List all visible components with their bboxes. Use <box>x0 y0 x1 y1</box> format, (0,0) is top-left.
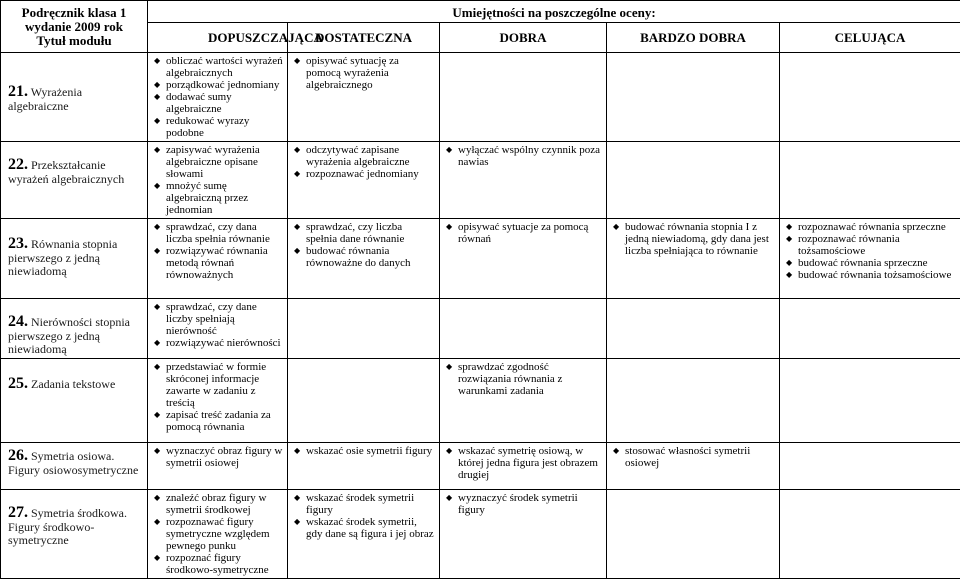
table-row <box>1 299 960 359</box>
grade-celujaca: CELUJĄCA <box>780 23 960 53</box>
skills-list <box>784 221 956 281</box>
skill-item: ◆ redukować wyrazy podobne <box>152 115 283 139</box>
skills-list <box>152 361 283 433</box>
skills-list <box>444 221 602 245</box>
module-topic <box>1 219 148 299</box>
skill-item: ◆ rozpoznać figury środkowo-symetryczne <box>152 552 283 576</box>
skill-item: ◆ opisywać sytuacje za pomocą równań <box>444 221 602 245</box>
header-line-1: Podręcznik klasa 1 <box>1 6 147 20</box>
grades-title: Umiejętności na poszczególne oceny: <box>148 1 960 23</box>
skills-list <box>292 492 435 540</box>
skills-cell <box>288 359 440 443</box>
topic-name: Symetria osiowa. Figury osiowosymetryczne <box>8 449 138 477</box>
skill-item: ◆ wskazać osie symetrii figury <box>292 445 435 457</box>
table-row <box>1 53 960 142</box>
skills-cell <box>780 142 960 219</box>
skill-item: ◆ porządkować jednomiany <box>152 79 283 91</box>
skills-cell <box>288 219 440 299</box>
topic-number: 25. <box>8 375 28 392</box>
skills-cell <box>607 490 780 579</box>
module-topic <box>1 490 148 579</box>
skills-cell <box>148 490 288 579</box>
skill-item: ◆ wyłączać wspólny czynnik poza nawias <box>444 144 602 168</box>
grade-dostateczna: DOSTATECZNA <box>288 23 440 53</box>
topic-name: Przekształcanie wyrażeń algebraicznych <box>8 158 124 186</box>
module-topic <box>1 359 148 443</box>
skills-cell <box>440 219 607 299</box>
skills-list <box>152 445 283 469</box>
table-row <box>1 490 960 579</box>
table-row <box>1 142 960 219</box>
skill-item: ◆ sprawdzać zgodność rozwiązania równania z warunkami zadania <box>444 361 602 397</box>
skills-list <box>444 144 602 168</box>
skills-cell <box>607 142 780 219</box>
topic-name: Symetria środkowa. Figury środkowo-symetryczne <box>8 506 127 547</box>
table-row <box>1 359 960 443</box>
skills-cell <box>780 359 960 443</box>
skills-cell <box>288 299 440 359</box>
module-topic <box>1 53 148 142</box>
header-line-2: wydanie 2009 rok <box>1 20 147 34</box>
grade-bardzo-dobra: BARDZO DOBRA <box>607 23 780 53</box>
skills-cell <box>607 443 780 490</box>
skills-list <box>444 445 602 481</box>
skills-cell <box>148 219 288 299</box>
skill-item: ◆ stosować własności symetrii osiowej <box>611 445 775 469</box>
skill-item: ◆ sprawdzać, czy dane liczby spełniają nierówność <box>152 301 283 337</box>
skills-list <box>611 221 775 257</box>
skills-cell <box>780 299 960 359</box>
skills-cell <box>607 359 780 443</box>
skills-cell <box>780 219 960 299</box>
skill-item: ◆ budować równania tożsamościowe <box>784 269 956 281</box>
skills-list <box>292 55 435 91</box>
skills-cell <box>288 142 440 219</box>
skill-item: ◆ budować równania równoważne do danych <box>292 245 435 269</box>
topic-number: 21. <box>8 83 28 100</box>
skills-cell <box>148 53 288 142</box>
skills-list <box>152 144 283 216</box>
module-topic <box>1 299 148 359</box>
skills-cell <box>440 490 607 579</box>
skills-cell <box>607 299 780 359</box>
skill-item: ◆ rozpoznawać jednomiany <box>292 168 435 180</box>
skills-cell <box>148 142 288 219</box>
skills-list <box>292 221 435 269</box>
skills-list <box>152 301 283 349</box>
skills-list <box>611 445 775 469</box>
skill-item: ◆ przedstawiać w formie skróconej informacje zawarte w zadaniu z treścią <box>152 361 283 409</box>
skills-list <box>444 492 602 516</box>
skills-list <box>292 445 435 457</box>
header-line-3: Tytuł modułu <box>1 34 147 48</box>
skills-cell <box>148 299 288 359</box>
skill-item: ◆ sprawdzać, czy liczba spełnia dane równanie <box>292 221 435 245</box>
topic-number: 27. <box>8 504 28 521</box>
skills-cell <box>607 219 780 299</box>
skill-item: ◆ budować równania stopnia I z jedną niewiadomą, gdy dana jest liczba spełniająca to równanie <box>611 221 775 257</box>
skills-list <box>152 55 283 139</box>
skills-cell <box>780 53 960 142</box>
skill-item: ◆ wyznaczyć środek symetrii figury <box>444 492 602 516</box>
module-topic <box>1 142 148 219</box>
skill-item: ◆ budować równania sprzeczne <box>784 257 956 269</box>
skill-item: ◆ wyznaczyć obraz figury w symetrii osiowej <box>152 445 283 469</box>
skill-item: ◆ zapisywać wyrażenia algebraiczne opisane słowami <box>152 144 283 180</box>
skills-list <box>292 144 435 180</box>
topic-name: Równania stopnia pierwszego z jedną niewiadomą <box>8 237 117 278</box>
grade-dopuszczajaca: DOPUSZCZAJĄCA <box>148 23 288 53</box>
topic-number: 24. <box>8 313 28 330</box>
skill-item: ◆ rozwiązywać nierówności <box>152 337 283 349</box>
skill-item: ◆ wskazać środek symetrii figury <box>292 492 435 516</box>
skills-cell <box>440 299 607 359</box>
skills-cell <box>440 359 607 443</box>
table-body <box>1 53 960 579</box>
topic-number: 26. <box>8 447 28 464</box>
skills-cell <box>440 53 607 142</box>
skill-item: ◆ znaleźć obraz figury w symetrii środkowej <box>152 492 283 516</box>
topic-number: 22. <box>8 156 28 173</box>
skills-list <box>152 221 283 281</box>
skills-cell <box>288 53 440 142</box>
table-row <box>1 219 960 299</box>
module-topic <box>1 443 148 490</box>
topic-name: Nierówności stopnia pierwszego z jedną niewiadomą <box>8 315 130 356</box>
skills-cell <box>288 443 440 490</box>
skill-item: ◆ rozpoznawać równania tożsamościowe <box>784 233 956 257</box>
skill-item: ◆ opisywać sytuację za pomocą wyrażenia algebraicznego <box>292 55 435 91</box>
skill-item: ◆ dodawać sumy algebraiczne <box>152 91 283 115</box>
topic-name: Zadania tekstowe <box>31 377 115 391</box>
skill-item: ◆ sprawdzać, czy dana liczba spełnia równanie <box>152 221 283 245</box>
skills-cell <box>440 142 607 219</box>
skill-item: ◆ rozwiązywać równania metodą równań równoważnych <box>152 245 283 281</box>
skills-cell <box>780 443 960 490</box>
skills-cell <box>288 490 440 579</box>
skills-list <box>152 492 283 576</box>
skill-item: ◆ rozpoznawać równania sprzeczne <box>784 221 956 233</box>
skill-item: ◆ wskazać symetrię osiową, w której jedna figura jest obrazem drugiej <box>444 445 602 481</box>
skill-item: ◆ obliczać wartości wyrażeń algebraicznych <box>152 55 283 79</box>
table-row <box>1 443 960 490</box>
skill-item: ◆ zapisać treść zadania za pomocą równania <box>152 409 283 433</box>
skills-cell <box>148 443 288 490</box>
skills-cell <box>607 53 780 142</box>
skill-item: ◆ wskazać środek symetrii, gdy dane są figura i jej obraz <box>292 516 435 540</box>
skills-cell <box>148 359 288 443</box>
skills-list <box>444 361 602 397</box>
module-title-header <box>1 1 148 53</box>
grade-dobra: DOBRA <box>440 23 607 53</box>
topic-name: Wyrażenia algebraiczne <box>8 85 82 113</box>
skills-cell <box>440 443 607 490</box>
skills-cell <box>780 490 960 579</box>
skill-item: ◆ mnożyć sumę algebraiczną przez jednomian <box>152 180 283 216</box>
skill-item: ◆ odczytywać zapisane wyrażenia algebraiczne <box>292 144 435 168</box>
skill-item: ◆ rozpoznawać figury symetryczne względem pewnego punku <box>152 516 283 552</box>
topic-number: 23. <box>8 235 28 252</box>
